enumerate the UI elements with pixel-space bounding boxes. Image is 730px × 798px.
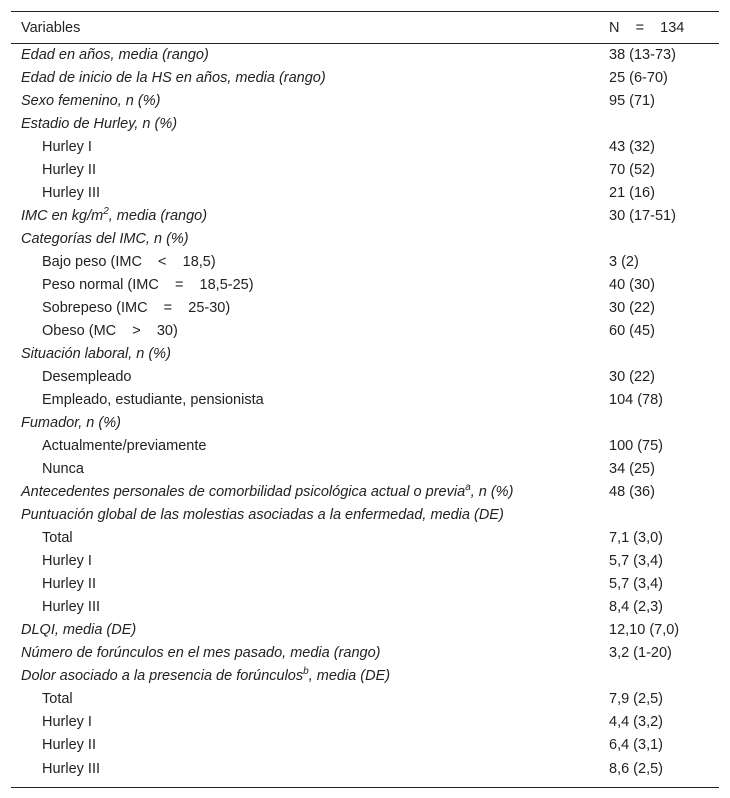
row-label-suffix: , n (%)	[470, 484, 514, 500]
footnote-marker: 2	[103, 206, 109, 217]
row-label	[11, 90, 597, 113]
table-bottom-rule	[11, 787, 719, 788]
table-row	[11, 573, 719, 596]
row-label	[11, 665, 597, 688]
row-label	[11, 297, 597, 320]
table-row	[11, 412, 719, 435]
row-label-suffix: , media (rango)	[108, 208, 208, 224]
row-label-text: Categorías del IMC, n (%)	[21, 231, 189, 247]
table-row	[11, 711, 719, 734]
table-row	[11, 481, 719, 504]
row-value: 25 (6-70)	[609, 70, 668, 86]
row-label-text: Hurley III	[42, 185, 101, 201]
row-value: 5,7 (3,4)	[609, 553, 663, 569]
row-label	[11, 527, 597, 550]
row-label	[11, 642, 597, 665]
row-label-text: Dolor asociado a la presencia de forúnculos	[21, 668, 304, 684]
footnote-marker: a	[465, 482, 471, 493]
table-row	[11, 251, 719, 274]
table-row	[11, 757, 719, 782]
table-row	[11, 228, 719, 251]
row-label	[11, 366, 597, 389]
row-label	[11, 550, 597, 573]
row-label-text: Puntuación global de las molestias asociadas a la enfermedad, media (DE)	[21, 507, 504, 523]
row-label-text: Edad en años, media (rango)	[21, 47, 209, 64]
row-label	[11, 734, 597, 757]
row-label-text: Hurley II	[42, 162, 96, 178]
row-label-text: Antecedentes personales de comorbilidad psicológica actual o previa	[21, 484, 466, 500]
row-label	[11, 711, 597, 734]
row-label	[11, 573, 597, 596]
row-label	[11, 481, 597, 504]
row-label-text: DLQI, media (DE)	[21, 622, 137, 638]
row-value: 38 (13-73)	[609, 47, 676, 64]
row-label	[11, 182, 597, 205]
table-row	[11, 458, 719, 481]
row-value: 7,9 (2,5)	[609, 691, 663, 707]
row-value: 30 (22)	[609, 300, 655, 316]
row-value: 4,4 (3,2)	[609, 714, 663, 730]
table-row	[11, 320, 719, 343]
row-value: 30 (17-51)	[609, 208, 676, 224]
table-row	[11, 297, 719, 320]
row-label-text: Hurley I	[42, 714, 92, 730]
row-label	[11, 251, 597, 274]
table-row	[11, 642, 719, 665]
row-label	[11, 136, 597, 159]
row-label	[11, 113, 597, 136]
row-value: 8,6 (2,5)	[609, 761, 663, 777]
table-row	[11, 550, 719, 573]
table-row	[11, 182, 719, 205]
row-value: 5,7 (3,4)	[609, 576, 663, 592]
row-label-text: Empleado, estudiante, pensionista	[42, 392, 264, 408]
table-row	[11, 665, 719, 688]
row-label-text: Situación laboral, n (%)	[21, 346, 171, 362]
row-label	[11, 44, 597, 67]
row-value	[597, 343, 719, 366]
row-label	[11, 320, 597, 343]
table-row	[11, 389, 719, 412]
row-label-text: Edad de inicio de la HS en años, media (rango)	[21, 70, 326, 86]
row-label-text: Número de forúnculos en el mes pasado, media (rango)	[21, 645, 381, 661]
row-label	[11, 504, 597, 527]
row-label	[11, 412, 597, 435]
row-label-text: Nunca	[42, 461, 84, 477]
table-row	[11, 159, 719, 182]
row-label-text: Hurley II	[42, 576, 96, 592]
row-label	[11, 435, 597, 458]
row-value	[597, 412, 719, 435]
row-label-text: Total	[42, 691, 73, 707]
row-value	[597, 504, 719, 527]
row-label-text: IMC en kg/m	[21, 208, 104, 224]
row-value: 95 (71)	[609, 93, 655, 109]
row-value: 7,1 (3,0)	[609, 530, 663, 546]
row-label	[11, 619, 597, 642]
row-label-text: Peso normal (IMC = 18,5-25)	[42, 277, 254, 293]
header-row	[11, 12, 719, 44]
table-row	[11, 274, 719, 297]
row-label-text: Desempleado	[42, 369, 132, 385]
table-row	[11, 90, 719, 113]
row-value: 21 (16)	[609, 185, 655, 201]
row-label-text: Sobrepeso (IMC = 25-30)	[42, 300, 231, 316]
table-row	[11, 67, 719, 90]
row-label	[11, 205, 597, 228]
table-row	[11, 113, 719, 136]
row-value: 100 (75)	[609, 438, 664, 454]
table-row	[11, 688, 719, 711]
row-value: 70 (52)	[609, 162, 655, 178]
table-row	[11, 366, 719, 389]
row-value: 43 (32)	[609, 139, 655, 155]
row-label	[11, 688, 597, 711]
row-value: 60 (45)	[609, 323, 655, 339]
row-value: 3 (2)	[609, 254, 639, 270]
row-label	[11, 596, 597, 619]
header-n: N = 134	[609, 19, 685, 36]
row-label-text: Hurley II	[42, 737, 96, 753]
row-value: 3,2 (1-20)	[609, 645, 672, 661]
row-label	[11, 274, 597, 297]
row-label-text: Hurley I	[42, 553, 92, 569]
row-value: 40 (30)	[609, 277, 655, 293]
row-label-text: Sexo femenino, n (%)	[21, 93, 161, 109]
characteristics-table	[11, 11, 719, 782]
row-label-text: Obeso (MC > 30)	[42, 323, 178, 339]
row-value: 8,4 (2,3)	[609, 599, 663, 615]
row-label	[11, 458, 597, 481]
table-row	[11, 343, 719, 366]
table-row	[11, 734, 719, 757]
row-label-text: Hurley III	[42, 599, 101, 615]
footnote-marker: b	[303, 666, 309, 677]
table-row	[11, 205, 719, 228]
row-value: 104 (78)	[609, 392, 664, 408]
row-label-text: Hurley III	[42, 761, 101, 777]
table-row	[11, 504, 719, 527]
row-label-text: Bajo peso (IMC < 18,5)	[42, 254, 216, 270]
row-label-text: Estadio de Hurley, n (%)	[21, 116, 178, 132]
row-label	[11, 389, 597, 412]
table-body	[11, 44, 719, 782]
table-row	[11, 527, 719, 550]
table-row	[11, 619, 719, 642]
row-value: 6,4 (3,1)	[609, 737, 663, 753]
table-row	[11, 136, 719, 159]
row-label	[11, 67, 597, 90]
row-label	[11, 228, 597, 251]
header-variables: Variables	[21, 19, 81, 36]
row-value	[597, 228, 719, 251]
row-label-text: Total	[42, 530, 73, 546]
row-value	[597, 665, 719, 688]
table-header	[11, 12, 719, 44]
row-label	[11, 343, 597, 366]
row-value	[597, 113, 719, 136]
row-value: 34 (25)	[609, 461, 655, 477]
row-label-text: Hurley I	[42, 139, 92, 155]
row-value: 30 (22)	[609, 369, 655, 385]
row-label	[11, 159, 597, 182]
row-label	[11, 757, 597, 782]
row-value: 12,10 (7,0)	[609, 622, 680, 638]
row-value: 48 (36)	[609, 484, 655, 500]
row-label-suffix: , media (DE)	[308, 668, 391, 684]
row-label-text: Fumador, n (%)	[21, 415, 121, 431]
table-row	[11, 44, 719, 67]
table-row	[11, 596, 719, 619]
table-row	[11, 435, 719, 458]
row-label-text: Actualmente/previamente	[42, 438, 207, 454]
